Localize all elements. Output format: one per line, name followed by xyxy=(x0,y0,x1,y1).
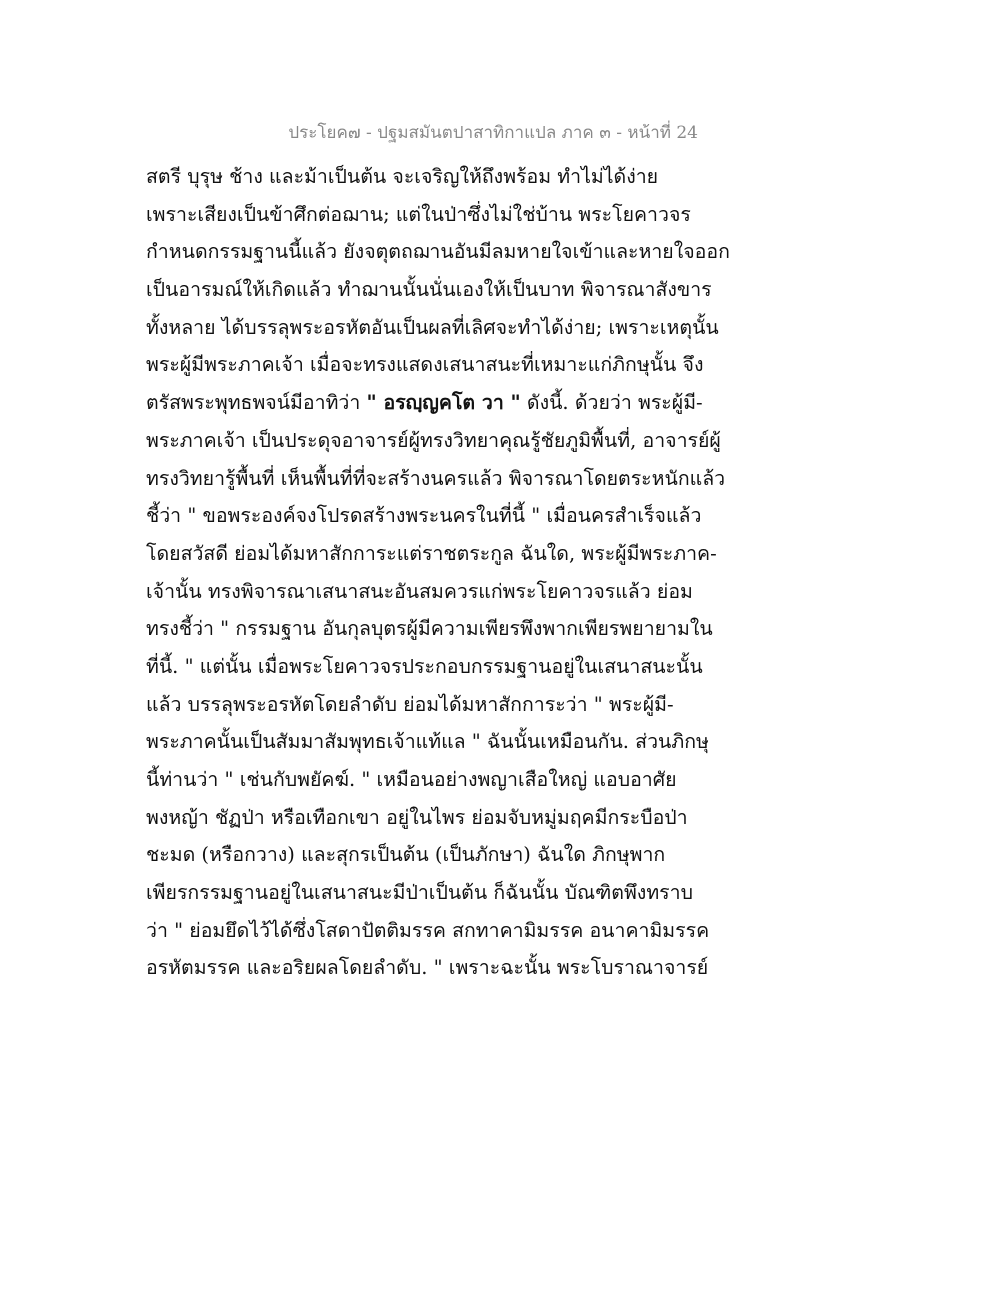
text-line-21: ว่า " ย่อมยึดไว้ได้ซึ่งโสดาปัตติมรรค สกทาคามิมรรค อนาคามิมรรค xyxy=(146,918,710,942)
text-line-5: ทั้งหลาย ได้บรรลุพระอรหัตอันเป็นผลที่เลิศจะทำได้ง่าย; เพราะเหตุนั้น xyxy=(146,315,719,339)
text-line-20: เพียรกรรมฐานอยู่ในเสนาสนะมีป่าเป็นต้น ก็ฉันนั้น บัณฑิตพึงทราบ xyxy=(146,881,693,905)
text-line-12: เจ้านั้น ทรงพิจารณาเสนาสนะอันสมควรแก่พระโยคาวจรแล้ว ย่อม xyxy=(146,579,693,603)
text-line-11: โดยสวัสดี ย่อมได้มหาสักการะแต่ราชตระกูล ฉันใด, พระผู้มีพระภาค- xyxy=(146,541,717,565)
running-header: ประโยค๗ - ปฐมสมันตปาสาทิกาแปล ภาค ๓ - หน้าที่ 24 xyxy=(288,123,698,143)
text-line-16: พระภาคนั้นเป็นสัมมาสัมพุทธเจ้าแท้แล " ฉันนั้นเหมือนกัน. ส่วนภิกษุ xyxy=(146,730,709,754)
text-line-9: ทรงวิทยารู้พื้นที่ เห็นพื้นที่ที่จะสร้างนครแล้ว พิจารณาโดยตระหนักแล้ว xyxy=(146,466,726,490)
text-line-2: เพราะเสียงเป็นข้าศึกต่อฌาน; แต่ในป่าซึ่งไม่ใช่บ้าน พระโยคาวจร xyxy=(146,202,691,226)
text-line-17: นี้ท่านว่า " เช่นกับพยัคฆ์. " เหมือนอย่างพญาเสือใหญ่ แอบอาศัย xyxy=(146,768,677,791)
text-line-7-tail: ดังนี้. ด้วยว่า พระผู้มี- xyxy=(520,391,703,415)
text-line-10: ชี้ว่า " ขอพระองค์จงโปรดสร้างพระนครในที่นี้ " เมื่อนครสำเร็จแล้ว xyxy=(146,504,702,528)
text-line-14: ที่นี้. " แต่นั้น เมื่อพระโยคาวจรประกอบกรรมฐานอยู่ในเสนาสนะนั้น xyxy=(146,654,703,678)
text-line-22: อรหัตมรรค และอริยผลโดยลำดับ. " เพราะฉะนั้น พระโบราณาจารย์ xyxy=(146,956,709,980)
text-line-8: พระภาคเจ้า เป็นประดุจอาจารย์ผู้ทรงวิทยาคุณรู้ชัยภูมิพื้นที่, อาจารย์ผู้ xyxy=(146,428,721,452)
text-line-1: สตรี บุรุษ ช้าง และม้าเป็นต้น จะเจริญให้ถึงพร้อม ทำไม่ได้ง่าย xyxy=(146,165,659,188)
text-line-18: พงหญ้า ชัฏป่า หรือเทือกเขา อยู่ในไพร ย่อมจับหมู่มฤคมีกระบือป่า xyxy=(146,805,688,829)
text-line-19: ชะมด (หรือกวาง) และสุกรเป็นต้น (เป็นภักษา) ฉันใด ภิกษุพาก xyxy=(146,843,666,867)
text-line-3: กำหนดกรรมฐานนี้แล้ว ยังจตุตถฌานอันมีลมหายใจเข้าและหายใจออก xyxy=(146,240,730,264)
text-line-13: ทรงชี้ว่า " กรรมฐาน อันกุลบุตรผู้มีความเพียรพึงพากเพียรพยายามใน xyxy=(146,617,713,641)
body-text xyxy=(146,158,730,987)
text-line-7 xyxy=(146,384,706,422)
text-line-7-lead: ตรัสพระพุทธพจน์มีอาทิว่า xyxy=(146,391,367,415)
text-line-4: เป็นอารมณ์ให้เกิดแล้ว ทำฌานนั้นนั่นเองให้เป็นบาท พิจารณาสังขาร xyxy=(146,278,712,302)
text-line-15: แล้ว บรรลุพระอรหัตโดยลำดับ ย่อมได้มหาสักการะว่า " พระผู้มี- xyxy=(146,692,674,716)
pali-quote: " อรญฺญคโต วา " xyxy=(366,391,521,415)
text-line-6: พระผู้มีพระภาคเจ้า เมื่อจะทรงแสดงเสนาสนะที่เหมาะแก่ภิกษุนั้น จึง xyxy=(146,353,704,377)
